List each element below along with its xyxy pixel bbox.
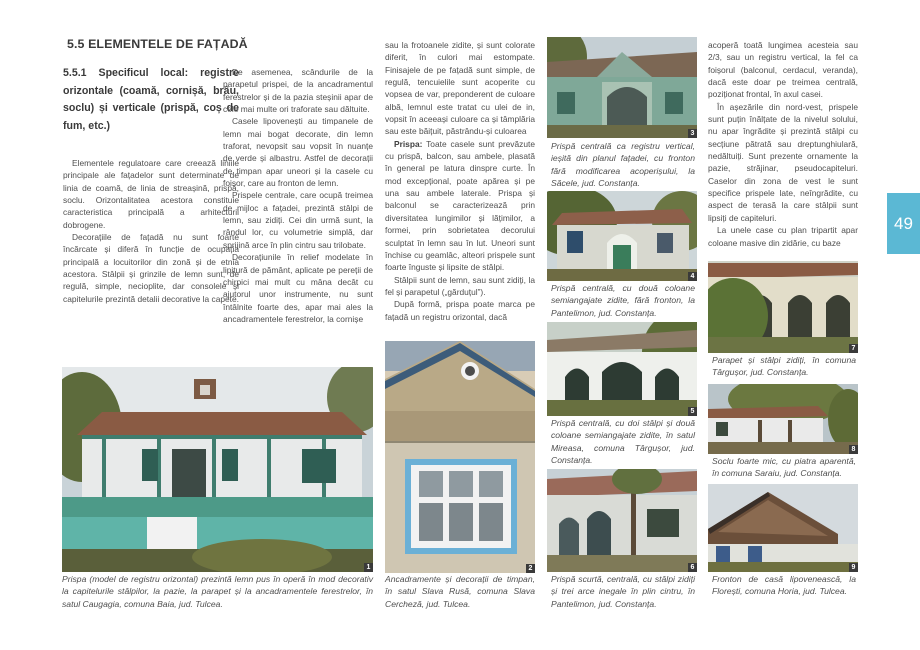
paragraph-text: Toate casele sunt prevăzute cu prispă, balcon, sau ambele, plasată în general pe latura dinspre curte. În mod excepțional, poate apărea și pe una sau ambele laterale. Prispa și balconul se caracterizează prin diversitatea lungimilor și lățimilor, a formei, prin sobrietatea decorului sculptat în lemn sau în lut. Uneori sunt închise cu geamlâc, alteori prispele sunt foarte înguste și lipsite de stâlpi. bbox=[385, 138, 535, 273]
paragraph: În așezările din nord-vest, prispele sunt puțin înălțate de la nivelul solului, nu apar îngrădite și prezintă stâlpi cu secțiune pătrată sau dreptunghiulară, nedăltuiți. Sunt prezente ornamente la pazie, străjinar, pseudocapiteluri. Caselor din zona de vest le sunt specifice prispele late, neîngrădite, cu aspect de terasă la care stâlpii sunt lipsiți de capiteluri. bbox=[708, 101, 858, 223]
photo-7 bbox=[708, 261, 858, 353]
photo-7-caption: Parapet și stâlpi zidiți, în comuna Târgușor, jud. Constanța. bbox=[712, 355, 856, 378]
photo-number: 8 bbox=[849, 445, 858, 454]
paragraph: sau la frotoanele zidite, și sunt colorate diferit, în culori mai estompate. Finisajele de pe fațadă sunt simple, de regulă, tencuielile sunt acoperite cu vopsea de var, preponderent de culoare albă, lemnul este tratat cu ulei de in, vopsit în aceeași culoare ca și tâmplăria sau este băițuit, păstrându-și culoarea bbox=[385, 40, 535, 137]
photo-4-caption: Prispă centrală, cu două coloane semiangajate zidite, fără fronton, la Pantelimon, jud. Constanța. bbox=[551, 283, 695, 318]
photo-number: 9 bbox=[849, 563, 858, 572]
photo-8-caption: Soclu foarte mic, cu piatra aparentă, în comuna Saraiu, jud. Constanța. bbox=[712, 456, 856, 479]
column-2-text bbox=[223, 66, 373, 325]
photo-number: 2 bbox=[526, 564, 535, 573]
paragraph: După formă, prispa poate marca pe fațadă un registru orizontal, dacă bbox=[385, 299, 535, 322]
subsection-title: 5.5.1 Specificul local: registre orizontale (coamă, cornișă, brâu, soclu) și verticale (prispă, coș de fum, etc.) bbox=[63, 67, 239, 132]
photo-9 bbox=[708, 484, 858, 572]
column-5-text bbox=[708, 39, 858, 249]
photo-3-caption: Prispă centrală ca registru vertical, ieșită din planul fațadei, cu fronton fără modificarea acoperișului, la Săcele, jud. Constanța. bbox=[551, 141, 695, 188]
section-title: 5.5 ELEMENTELE DE FAȚADĂ bbox=[67, 37, 248, 51]
photo-9-caption: Fronton de casă lipovenească, la Florești, comuna Horia, jud. Tulcea. bbox=[712, 574, 856, 597]
photo-2-caption: Ancadramente și decorații de timpan, în satul Slava Rusă, comuna Slava Cercheză, jud. Tulcea. bbox=[385, 574, 535, 609]
photo-number: 1 bbox=[364, 563, 373, 572]
column-3-text bbox=[385, 39, 535, 323]
photo-1 bbox=[62, 367, 373, 572]
photo-6 bbox=[547, 469, 697, 572]
paragraph: Decorațiile de fațadă nu sunt foarte încărcate și diferă în funcție de ocupația principală a locuitorilor din zonă și de etnia acestora. Stâlpii și grinzile de lemn sunt, de regulă, simple, necioplite, dar consolele și capitelurile prezintă detalii decorative la capete. bbox=[63, 232, 239, 304]
paragraph: Elementele regulatoare care creează liniile principale ale fațadelor sunt determinate de linia de coamă, de linia de streașină, prispă, soclu. Orizontalitatea acestora constituie caracteristica principală a arhitecturii dobrogene. bbox=[63, 158, 239, 230]
photo-5 bbox=[547, 322, 697, 416]
photo-5-caption: Prispă centrală, cu doi stâlpi și două coloane semiangajate zidite, în satul Mireasa, comuna Târgușor, jud. Constanța. bbox=[551, 418, 695, 465]
paragraph: De asemenea, scândurile de la parapetul prispei, de la ancadramentul ferestrelor și de la pazia steșinii apar de cele mai multe ori traforate sau dăltuite. bbox=[223, 67, 373, 115]
paragraph: Decorațiunile în relief modelate în lipitură de pământ, aplicate pe pereții de chirpici mai mult cu mâna decât cu ajutorul unor instrumente, nu sunt întâlnite foarte des, apar mai ales la ancadramentele ferestrelor, la cornișe bbox=[223, 252, 373, 324]
photo-8 bbox=[708, 384, 858, 454]
photo-number: 5 bbox=[688, 407, 697, 416]
photo-4 bbox=[547, 191, 697, 281]
photo-number: 7 bbox=[849, 344, 858, 353]
paragraph bbox=[385, 138, 535, 274]
paragraph: Casele lipovenești au timpanele de lemn mai bogat decorate, din lemn traforat, nevopsit sau vopsit în nuanțe de verde și albastru. Astfel de decorații de timpan apar uneori și la casele cu foișor, care au fronton de lemn. bbox=[223, 116, 373, 189]
photo-number: 4 bbox=[688, 272, 697, 281]
photo-number: 3 bbox=[688, 129, 697, 138]
paragraph: La unele case cu plan tripartit apar coloane masive din zidărie, cu baze bbox=[708, 225, 858, 248]
page-number-tab: 49 bbox=[887, 193, 920, 254]
column-1-text bbox=[63, 157, 239, 305]
photo-1-caption: Prispa (model de registru orizontal) prezintă lemn pus în operă în mod decorativ la capitelurile stâlpilor, la pazie, la parapet și la ancadramentele ferestrelor, în satul Caugagia, comuna Baia, jud. Tulcea. bbox=[62, 574, 373, 609]
photo-2 bbox=[385, 341, 535, 573]
paragraph: Stâlpii sunt de lemn, sau sunt zidiți, la fel și parapetul („gărduțul”). bbox=[385, 274, 535, 297]
photo-6-caption: Prispă scurtă, centrală, cu stâlpi zidiți și trei arce inegale în plin cintru, în Pantelimon, jud. Constanța. bbox=[551, 574, 695, 609]
bold-label: Prispa: bbox=[394, 138, 423, 149]
paragraph: acoperă toată lungimea acesteia sau 2/3, sau un registru vertical, la fel ca foișorul (balconul, cerdacul, veranda), dacă este doar pe treimea centrală, poziționat frontal, în axul casei. bbox=[708, 40, 858, 100]
paragraph: Prispele centrale, care ocupă treimea de mijloc a fațadei, prezintă stâlpi de lemn, sau zidiți. Cei din urmă sunt, la rândul lor, cu volumetrie simplă, dar sprijină arce în plin cintru sau trilobate. bbox=[223, 190, 373, 250]
photo-number: 6 bbox=[688, 563, 697, 572]
photo-3 bbox=[547, 37, 697, 138]
